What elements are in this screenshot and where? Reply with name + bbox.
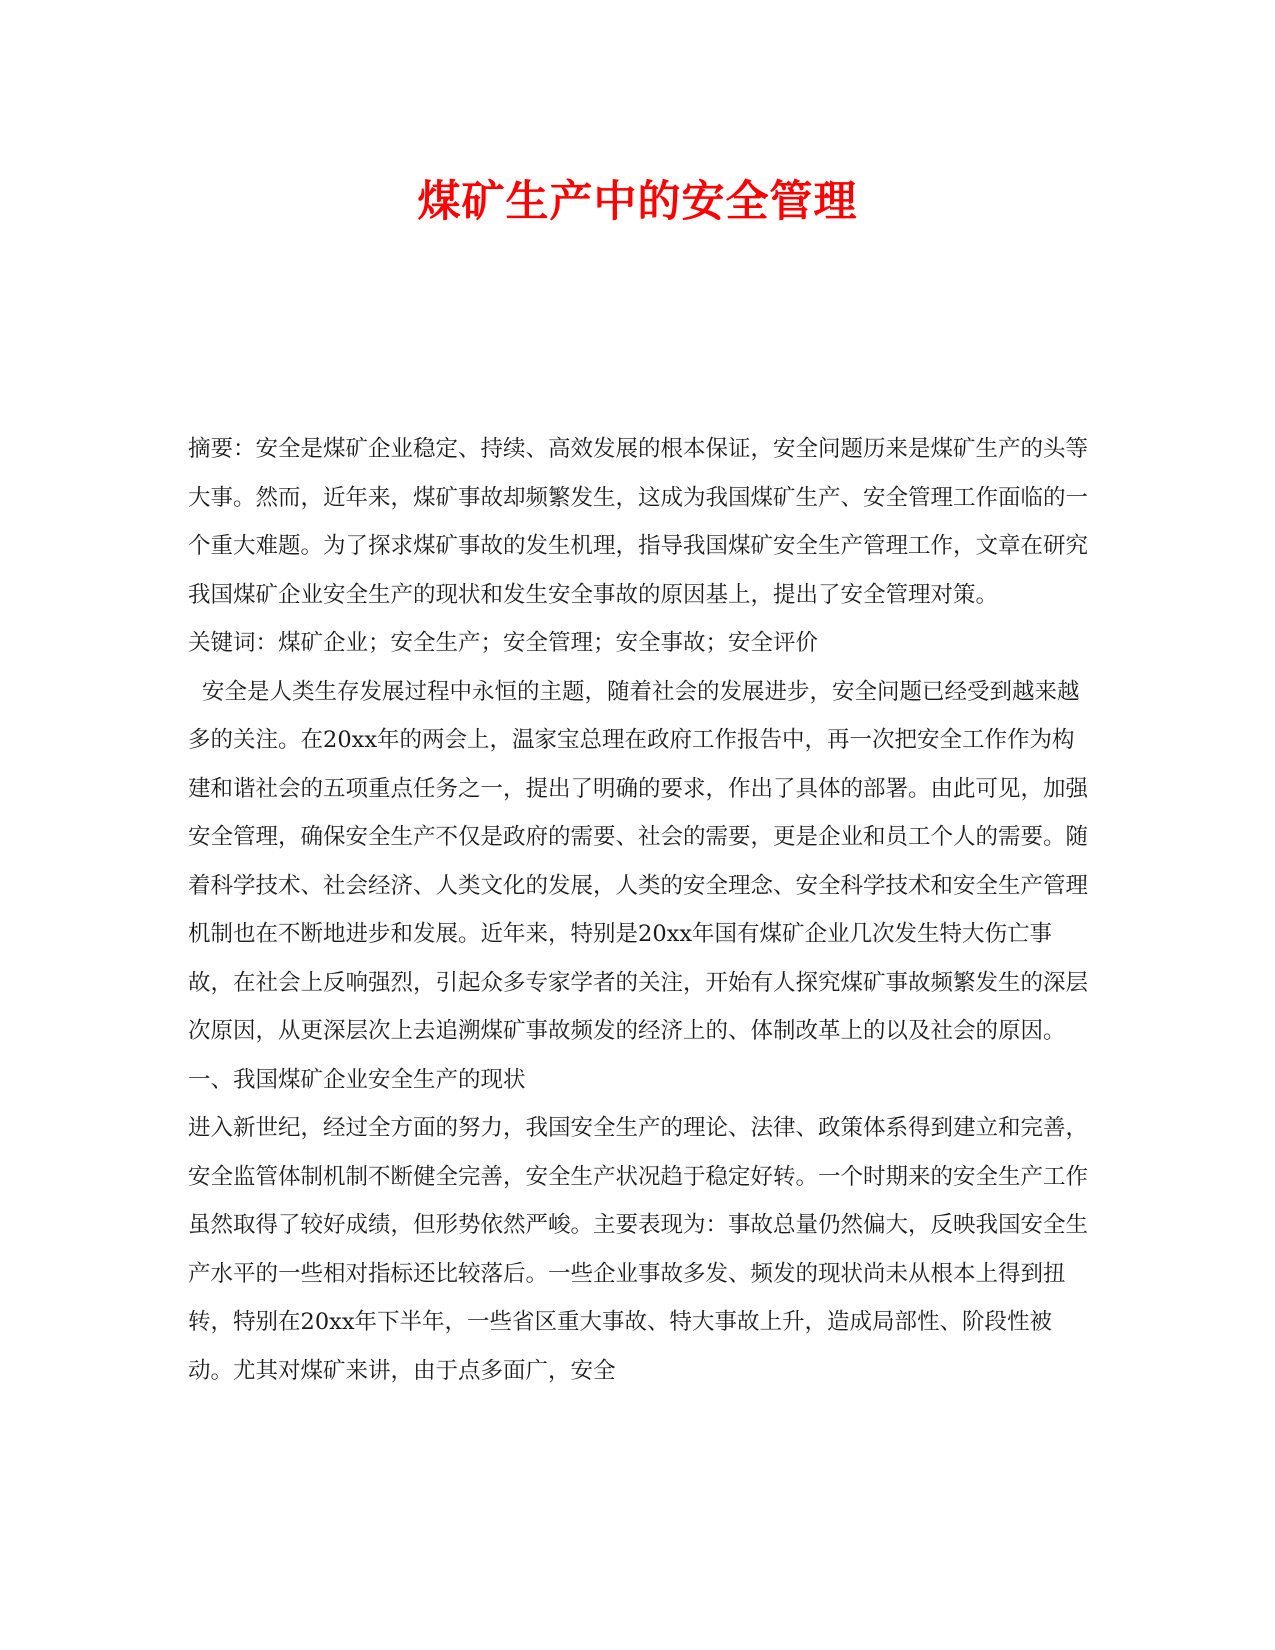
intro-paragraph: 安全是人类生存发展过程中永恒的主题，随着社会的发展进步，安全问题已经受到越来越多的关注。在20xx年的两会上，温家宝总理在政府工作报告中，再一次把安全工作作为构建和谐社会的五项重点任务之一，提出了明确的要求，作出了具体的部署。由此可见，加强安全管理，确保安全生产不仅是政府的需要、社会的需要，更是企业和员工个人的需要。随着科学技术、社会经济、人类文化的发展，人类的安全理念、安全科学技术和安全生产管理机制也在不断地进步和发展。近年来，特别是20xx年国有煤矿企业几次发生特大伤亡事故，在社会上反响强烈，引起众多专家学者的关注，开始有人探究煤矿事故频繁发生的深层次原因，从更深层次上去追溯煤矿事故频发的经济上的、体制改革上的以及社会的原因。 <box>188 678 1089 1044</box>
document-body <box>188 425 1088 1395</box>
abstract-paragraph: 摘要：安全是煤矿企业稳定、持续、高效发展的根本保证，安全问题历来是煤矿生产的头等大事。然而，近年来，煤矿事故却频繁发生，这成为我国煤矿生产、安全管理工作面临的一个重大难题。为了探求煤矿事故的发生机理，指导我国煤矿安全生产管理工作，文章在研究我国煤矿企业安全生产的现状和发生安全事故的原因基上，提出了安全管理对策。 <box>188 436 1089 608</box>
keywords-paragraph: 关键词：煤矿企业；安全生产；安全管理；安全事故；安全评价 <box>188 630 819 656</box>
document-title: 煤矿生产中的安全管理 <box>417 177 858 227</box>
body-paragraph: 进入新世纪，经过全方面的努力，我国安全生产的理论、法律、政策体系得到建立和完善，安全监管体制机制不断健全完善，安全生产状况趋于稳定好转。一个时期来的安全生产工作虽然取得了较好成绩，但形势依然严峻。主要表现为：事故总量仍然偏大，反映我国安全生产水平的一些相对指标还比较落后。一些企业事故多发、频发的现状尚未从根本上得到扭转，特别在20xx年下半年，一些省区重大事故、特大事故上升，造成局部性、阶段性被动。尤其对煤矿来讲，由于点多面广，安全 <box>188 1115 1089 1384</box>
section-heading: 一、我国煤矿企业安全生产的现状 <box>188 1066 526 1093</box>
